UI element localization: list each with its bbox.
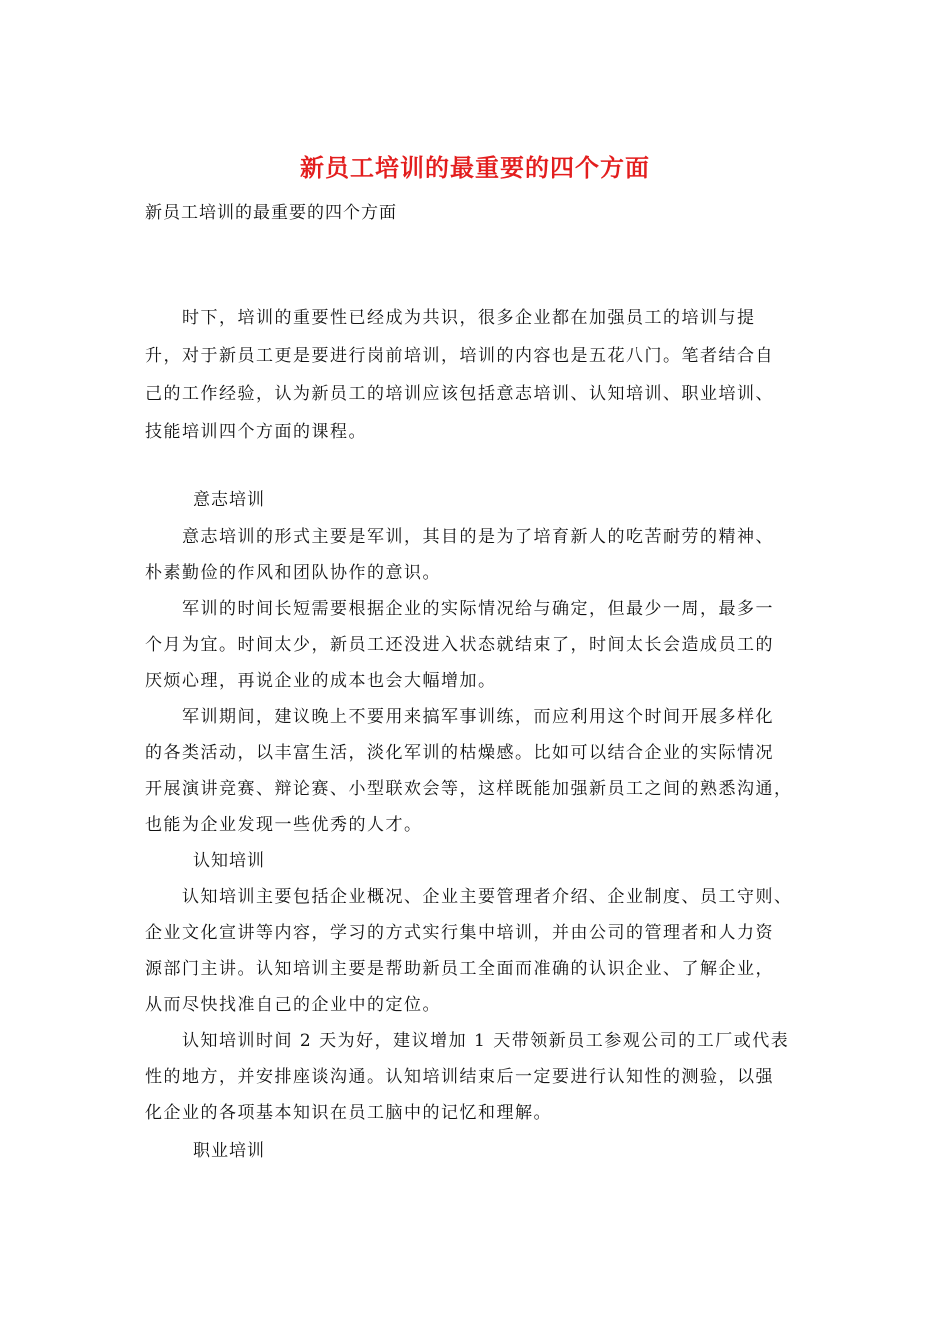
document-subtitle: 新员工培训的最重要的四个方面 <box>145 203 397 223</box>
body-line: 也能为企业发现一些优秀的人才。 <box>145 815 423 835</box>
intro-line: 时下，培训的重要性已经成为共识，很多企业都在加强员工的培训与提 <box>145 308 756 328</box>
body-line: 企业文化宣讲等内容，学习的方式实行集中培训，并由公司的管理者和人力资 <box>145 923 774 943</box>
body-line: 源部门主讲。认知培训主要是帮助新员工全面而准确的认识企业、了解企业， <box>145 959 774 979</box>
body-line: 个月为宜。时间太少，新员工还没进入状态就结束了，时间太长会造成员工的 <box>145 635 774 655</box>
section-heading: 意志培训 <box>193 490 265 510</box>
document-title: 新员工培训的最重要的四个方面 <box>300 153 650 182</box>
body-line: 开展演讲竞赛、辩论赛、小型联欢会等，这样既能加强新员工之间的熟悉沟通， <box>145 779 793 799</box>
body-line: 从而尽快找准自己的企业中的定位。 <box>145 995 441 1015</box>
body-line: 厌烦心理，再说企业的成本也会大幅增加。 <box>145 671 497 691</box>
intro-line: 升，对于新员工更是要进行岗前培训，培训的内容也是五花八门。笔者结合自 <box>145 346 774 366</box>
body-line: 军训的时间长短需要根据企业的实际情况给与确定，但最少一周，最多一 <box>145 599 774 619</box>
body-line: 意志培训的形式主要是军训，其目的是为了培育新人的吃苦耐劳的精神、 <box>145 527 774 547</box>
section-heading: 认知培训 <box>193 851 265 871</box>
body-line: 化企业的各项基本知识在员工脑中的记忆和理解。 <box>145 1103 552 1123</box>
body-line: 的各类活动，以丰富生活，淡化军训的枯燥感。比如可以结合企业的实际情况 <box>145 743 774 763</box>
section-heading: 职业培训 <box>193 1141 265 1161</box>
body-line: 朴素勤俭的作风和团队协作的意识。 <box>145 563 441 583</box>
intro-line: 技能培训四个方面的课程。 <box>145 422 367 442</box>
body-line: 认知培训主要包括企业概况、企业主要管理者介绍、企业制度、员工守则、 <box>145 887 793 907</box>
intro-line: 己的工作经验，认为新员工的培训应该包括意志培训、认知培训、职业培训、 <box>145 384 774 404</box>
body-line: 军训期间，建议晚上不要用来搞军事训练，而应利用这个时间开展多样化 <box>145 707 774 727</box>
body-line: 认知培训时间 2 天为好，建议增加 1 天带领新员工参观公司的工厂或代表 <box>145 1031 790 1051</box>
body-line: 性的地方，并安排座谈沟通。认知培训结束后一定要进行认知性的测验，以强 <box>145 1067 774 1087</box>
